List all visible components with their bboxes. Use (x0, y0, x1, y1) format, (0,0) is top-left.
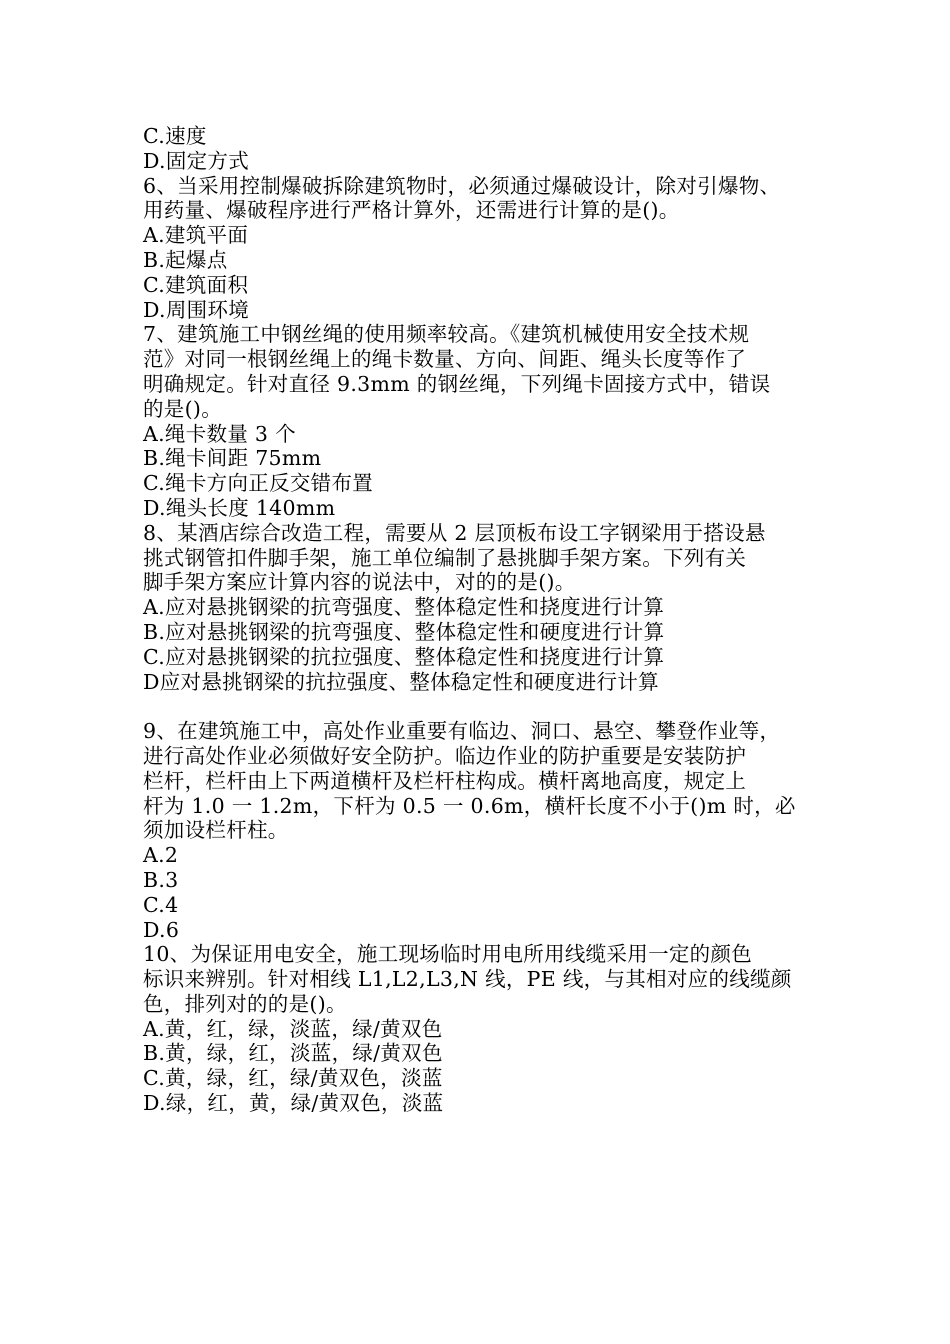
text-line: C.4 (143, 892, 179, 917)
text-line: 7、建筑施工中钢丝绳的使用频率较高。《建筑机械使用安全技术规 (143, 322, 750, 347)
text-line: 标识来辨别。针对相线 L1,L2,L3,N 线，PE 线，与其相对应的线缆颜 (143, 967, 792, 992)
questions-9-10-block (143, 719, 823, 1116)
text-line: C.绳卡方向正反交错布置 (143, 471, 374, 496)
questions-6-8-block (143, 124, 823, 694)
text-line: A.建筑平面 (143, 223, 249, 248)
text-line: C.黄，绿，红，绿/黄双色，淡蓝 (143, 1066, 443, 1091)
text-line: 须加设栏杆柱。 (143, 818, 289, 843)
text-line: D应对悬挑钢梁的抗拉强度、整体稳定性和硬度进行计算 (143, 669, 659, 694)
text-line: B.黄，绿，红，淡蓝，绿/黄双色 (143, 1041, 443, 1066)
text-line: 6、当采用控制爆破拆除建筑物时，必须通过爆破设计，除对引爆物、 (143, 173, 781, 198)
text-line: D.固定方式 (143, 148, 250, 173)
document-page (143, 124, 823, 1116)
text-line: 栏杆，栏杆由上下两道横杆及栏杆柱构成。横杆离地高度，规定上 (143, 768, 747, 793)
blank-line (143, 694, 823, 719)
text-line: 范》对同一根钢丝绳上的绳卡数量、方向、间距、绳头长度等作了 (143, 347, 747, 372)
text-line: 10、为保证用电安全，施工现场临时用电所用线缆采用一定的颜色 (143, 942, 753, 967)
text-line: C.应对悬挑钢梁的抗拉强度、整体稳定性和挠度进行计算 (143, 644, 665, 669)
text-line: 挑式钢管扣件脚手架，施工单位编制了悬挑脚手架方案。下列有关 (143, 545, 747, 570)
text-line: D.绿，红，黄，绿/黄双色，淡蓝 (143, 1091, 444, 1116)
text-line: 的是()。 (143, 396, 222, 421)
text-line: 用药量、爆破程序进行严格计算外，还需进行计算的是()。 (143, 198, 680, 223)
text-line: A.应对悬挑钢梁的抗弯强度、整体稳定性和挠度进行计算 (143, 595, 665, 620)
text-line: A.绳卡数量 3 个 (143, 421, 296, 446)
text-line: A.黄，红，绿，淡蓝，绿/黄双色 (143, 1016, 443, 1041)
text-line: A.2 (143, 843, 179, 868)
text-line: 脚手架方案应计算内容的说法中，对的的是()。 (143, 570, 576, 595)
text-line: D.绳头长度 140mm (143, 495, 336, 520)
text-line: B.绳卡间距 75mm (143, 446, 322, 471)
text-line: D.周围环境 (143, 297, 250, 322)
text-line: 8、某酒店综合改造工程，需要从 2 层顶板布设工字钢梁用于搭设悬 (143, 520, 766, 545)
text-line: C.建筑面积 (143, 272, 249, 297)
text-line: 明确规定。针对直径 9.3mm 的钢丝绳，下列绳卡固接方式中，错误 (143, 371, 771, 396)
text-line: 进行高处作业必须做好安全防护。临边作业的防护重要是安装防护 (143, 743, 747, 768)
text-line: 色，排列对的的是()。 (143, 991, 347, 1016)
text-line: D.6 (143, 917, 180, 942)
text-line: B.起爆点 (143, 247, 228, 272)
text-line: B.应对悬挑钢梁的抗弯强度、整体稳定性和硬度进行计算 (143, 619, 665, 644)
text-line: 9、在建筑施工中，高处作业重要有临边、洞口、悬空、攀登作业等， (143, 719, 781, 744)
text-line: C.速度 (143, 124, 207, 148)
text-line: B.3 (143, 867, 179, 892)
text-line: 杆为 1.0 一 1.2m，下杆为 0.5 一 0.6m，横杆长度不小于()m 时，必 (143, 793, 796, 818)
